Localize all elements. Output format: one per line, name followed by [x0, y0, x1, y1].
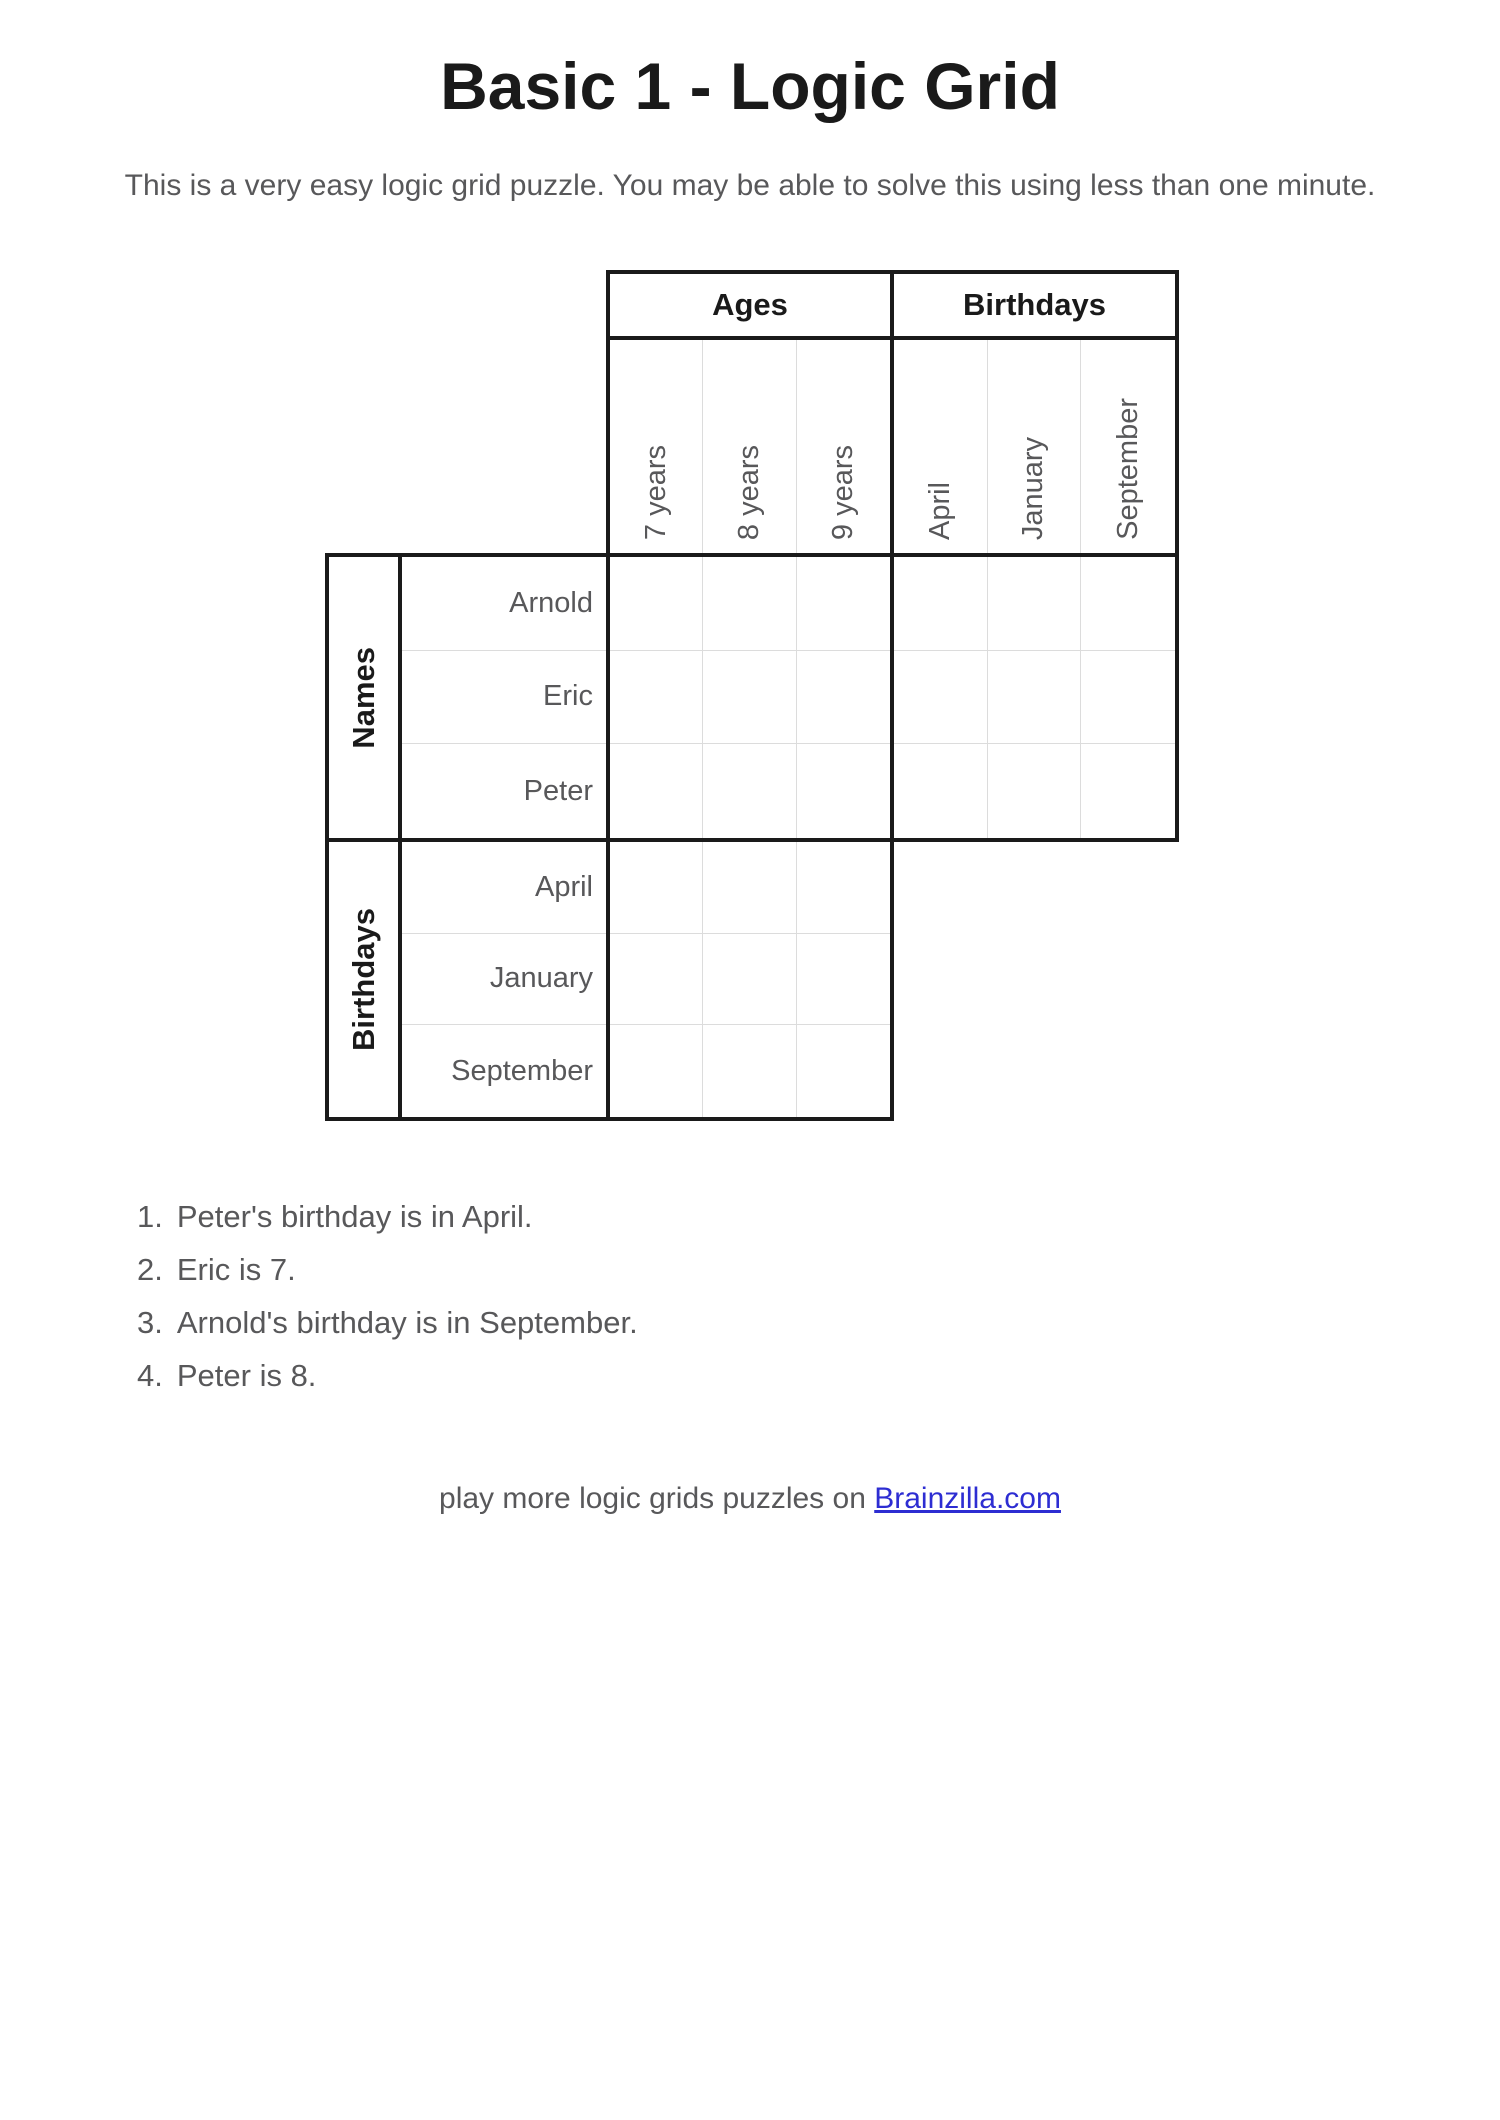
clue-item — [137, 1349, 638, 1402]
column-label-cell — [894, 340, 988, 553]
column-label-cell — [797, 340, 890, 553]
grid-cell — [610, 1025, 703, 1117]
column-labels-birthdays — [890, 336, 1179, 557]
clue-number: 1. — [137, 1198, 163, 1234]
grid-cell — [703, 1025, 796, 1117]
row-labels-names — [398, 553, 610, 842]
clue-item — [137, 1296, 638, 1349]
grid-cell — [894, 651, 988, 745]
row-group-header-names — [325, 553, 402, 842]
grid-cell — [1081, 557, 1175, 651]
grid-cell — [988, 557, 1082, 651]
cellblock-names-ages — [606, 553, 894, 842]
row-labels-birthdays — [398, 838, 610, 1121]
row-label: January — [402, 934, 606, 1026]
row-group-label: Names — [346, 646, 381, 749]
grid-cell — [797, 842, 890, 934]
clue-text: Peter's birthday is in April. — [176, 1198, 533, 1234]
grid-cell — [703, 842, 796, 934]
row-group-label: Birthdays — [346, 908, 381, 1051]
grid-cell — [703, 557, 796, 651]
column-label: January — [1017, 436, 1050, 540]
brainzilla-link[interactable]: Brainzilla.com — [874, 1482, 1061, 1515]
grid-cell — [610, 557, 703, 651]
column-label: 9 years — [826, 444, 859, 540]
clue-text: Arnold's birthday is in September. — [176, 1304, 638, 1340]
grid-cell — [797, 934, 890, 1026]
page-subtitle: This is a very easy logic grid puzzle. You may be able to solve this using less than one minute. — [124, 169, 1376, 202]
grid-cell — [610, 651, 703, 745]
grid-cell — [1081, 651, 1175, 745]
column-group-label: Ages — [712, 287, 788, 322]
footer-text: play more logic grids puzzles on — [439, 1482, 866, 1515]
grid-cell — [797, 744, 890, 838]
column-label: September — [1111, 398, 1144, 540]
row-label: April — [402, 842, 606, 934]
clue-number: 4. — [137, 1357, 163, 1393]
row-label: September — [451, 1054, 593, 1087]
column-label-cell — [703, 340, 796, 553]
clue-number: 3. — [137, 1304, 163, 1340]
clue-item — [137, 1243, 638, 1296]
grid-cell — [610, 842, 703, 934]
clue-list — [137, 1190, 638, 1402]
row-label: Eric — [402, 651, 606, 745]
column-labels-ages — [606, 336, 894, 557]
grid-cell — [894, 744, 988, 838]
column-label-cell — [988, 340, 1082, 553]
column-group-header-ages — [606, 270, 894, 340]
column-group-header-birthdays — [890, 270, 1179, 340]
clue-text: Eric is 7. — [176, 1251, 296, 1287]
grid-cell — [703, 934, 796, 1026]
grid-cell — [797, 1025, 890, 1117]
cellblock-birthdays-ages — [606, 838, 894, 1121]
page-title: Basic 1 - Logic Grid — [440, 49, 1060, 123]
column-label-cell — [610, 340, 703, 553]
logic-grid — [325, 270, 1179, 1121]
clue-item — [137, 1190, 638, 1243]
grid-cell — [797, 651, 890, 745]
grid-cell — [894, 557, 988, 651]
grid-cell — [797, 557, 890, 651]
column-label: 8 years — [732, 444, 765, 540]
column-group-label: Birthdays — [963, 287, 1106, 322]
grid-cell — [988, 651, 1082, 745]
cellblock-names-birthdays — [890, 553, 1179, 842]
grid-cell — [1081, 744, 1175, 838]
grid-cell — [988, 744, 1082, 838]
grid-cell — [703, 744, 796, 838]
grid-cell — [610, 934, 703, 1026]
footer — [0, 1482, 1500, 1516]
grid-cell — [610, 744, 703, 838]
row-label: Peter — [523, 774, 593, 807]
row-group-header-birthdays — [325, 838, 402, 1121]
column-label: April — [923, 481, 956, 540]
column-label-cell — [1081, 340, 1175, 553]
column-label: 7 years — [639, 444, 672, 540]
clue-number: 2. — [137, 1251, 163, 1287]
grid-cell — [703, 651, 796, 745]
row-label: Arnold — [402, 557, 606, 651]
clue-text: Peter is 8. — [176, 1357, 317, 1393]
